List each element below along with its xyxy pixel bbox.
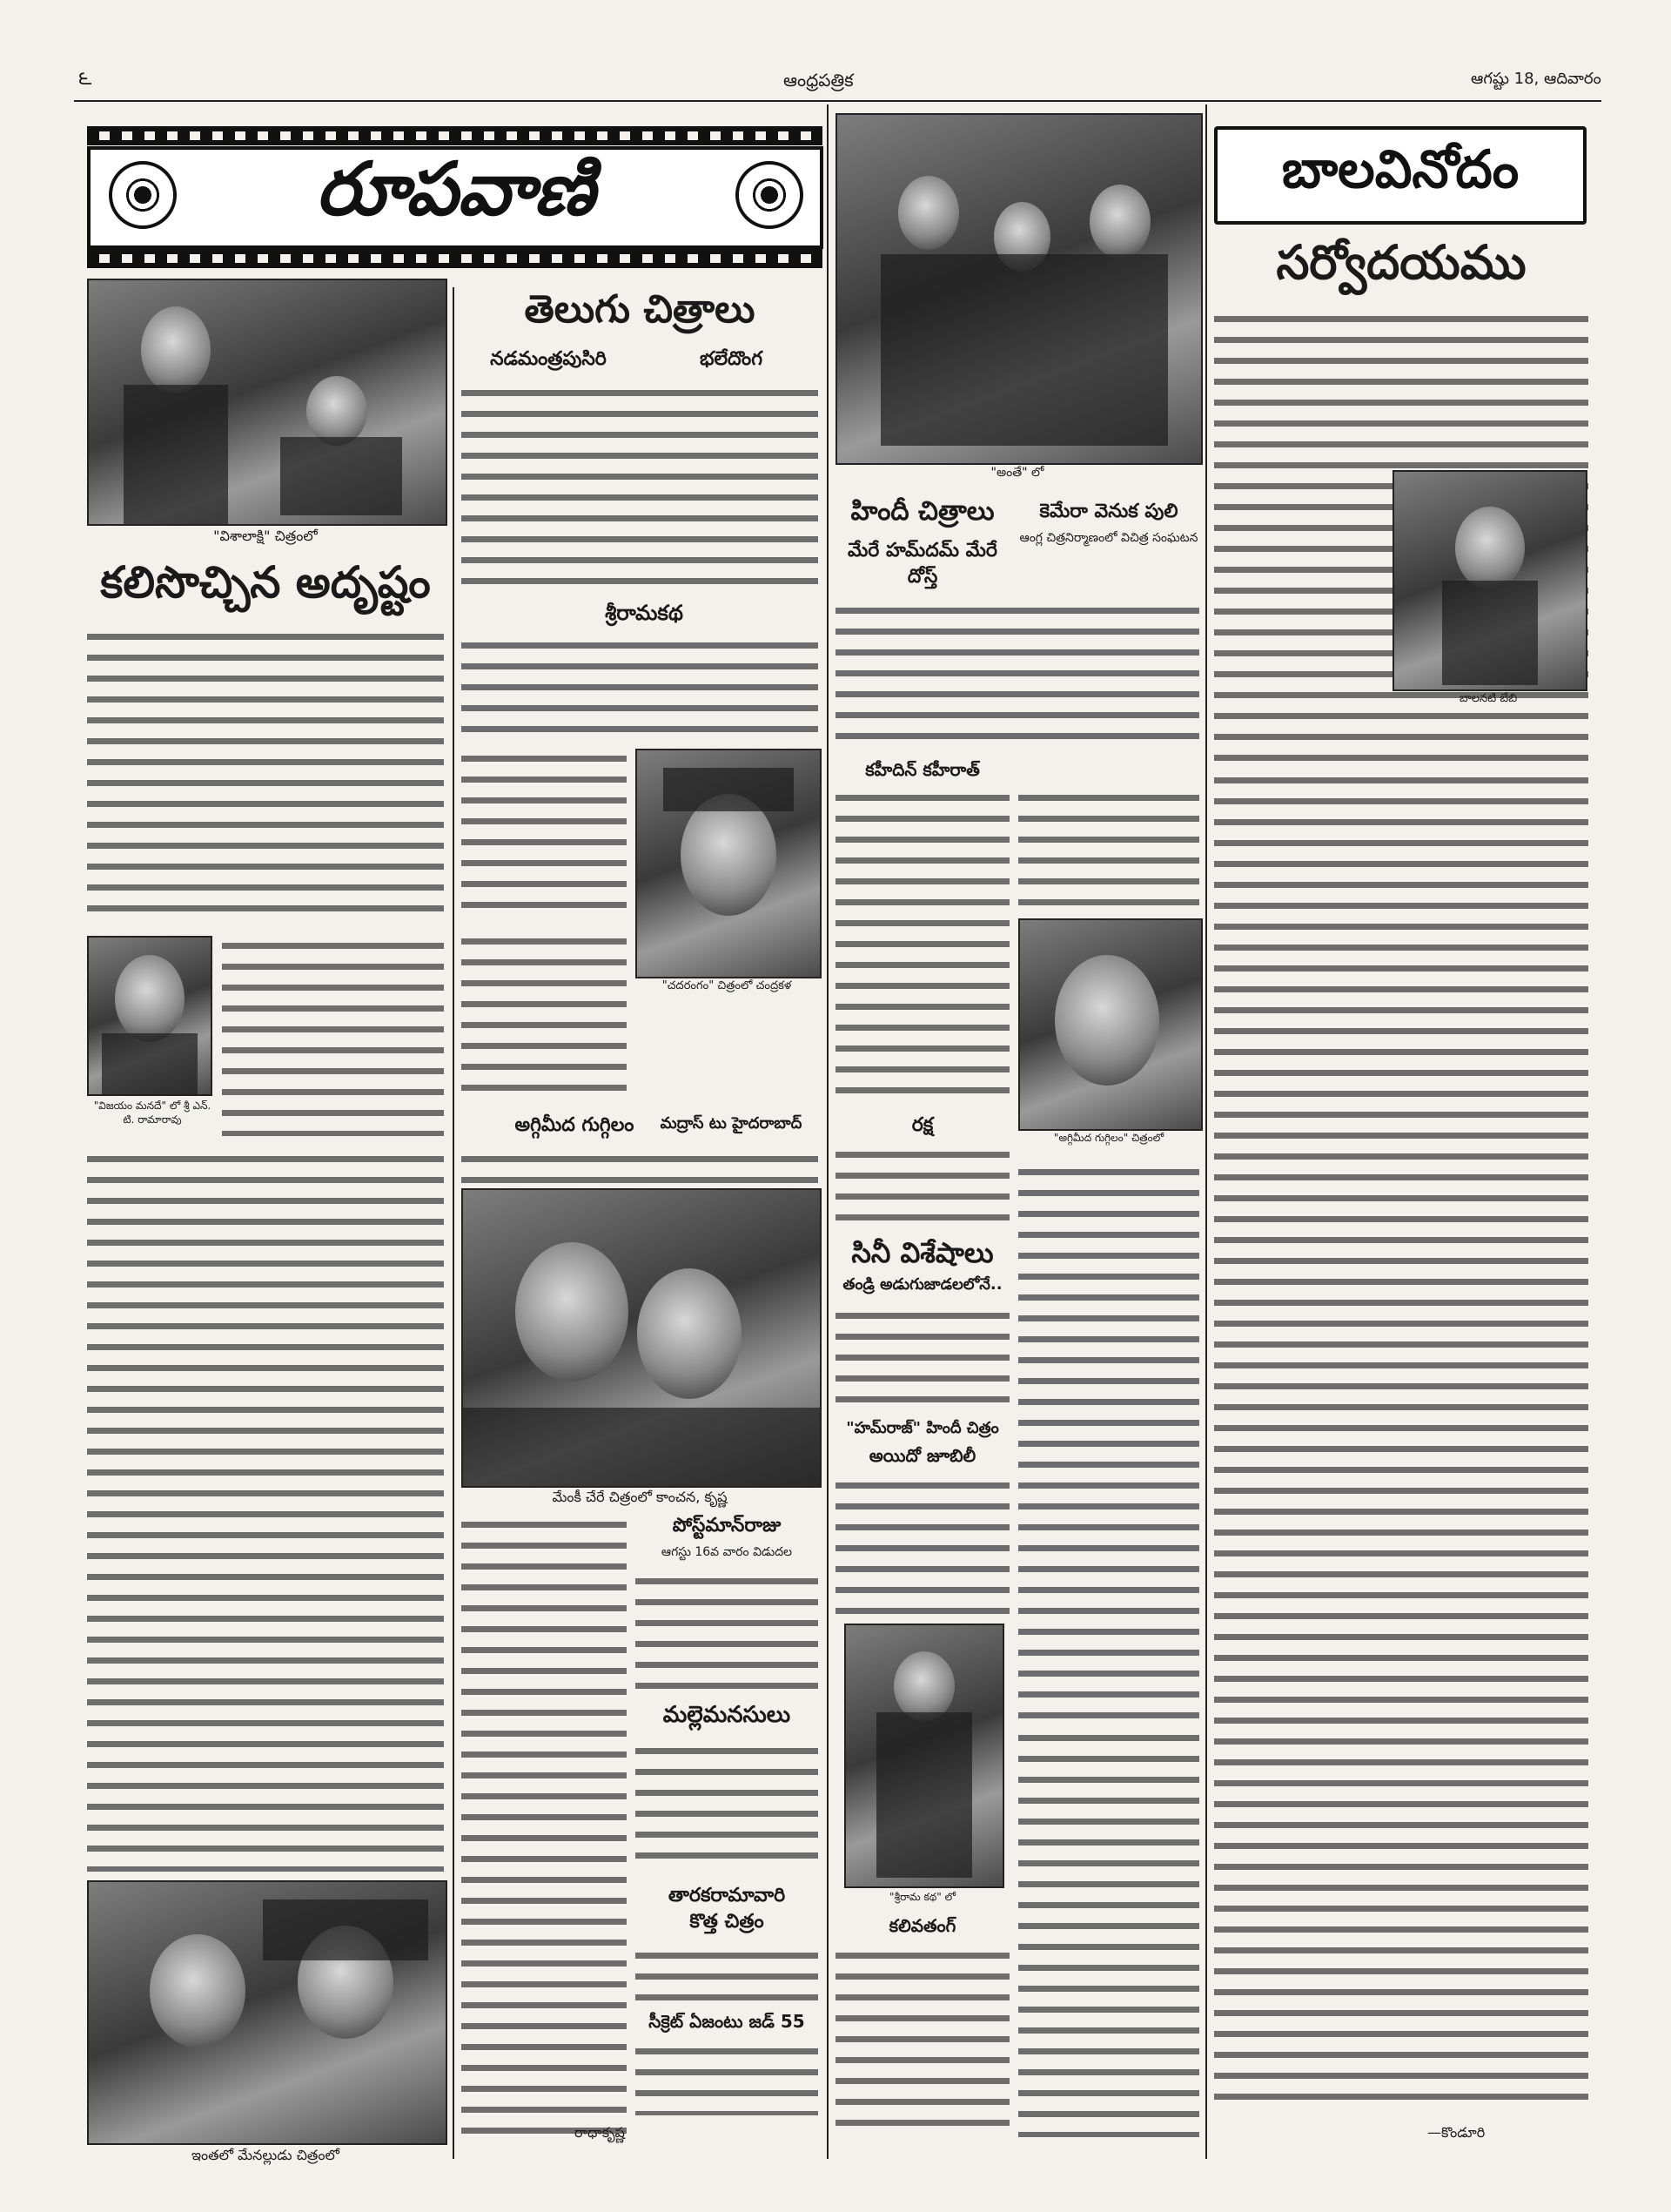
bala-signature: —కొండూరి — [1427, 2124, 1486, 2141]
telugu-text-3 — [461, 749, 627, 923]
telugu-sub-2: భలేదొంగ — [699, 348, 763, 370]
hindi-sub-4: సినీ విశేషాలు — [851, 1236, 994, 1269]
hindi-text-4 — [836, 1145, 1010, 1227]
bala-text-2 — [1214, 770, 1588, 2111]
left-article-text-3 — [87, 1149, 444, 1872]
telugu-section-title: తెలుగు చిత్రాలు — [524, 287, 755, 332]
telugu-sub-3: శ్రీరామకథ — [605, 601, 683, 625]
chadarangam-photo — [635, 749, 822, 978]
bala-child-caption: బాలనటి బేబి — [1459, 692, 1518, 705]
hindi-text-2 — [836, 788, 1010, 1106]
hindi-sub-4b: తండ్రి అడుగుజాడలలోనే.. — [842, 1275, 1003, 1294]
bala-child-photo — [1392, 470, 1587, 691]
header-rule — [74, 100, 1601, 102]
hindi-section-title: హిందీ చిత్రాలు — [850, 496, 995, 527]
balavinodam-banner — [1214, 126, 1587, 225]
hindi-sub-6: కలివతంగ్ — [889, 1915, 956, 1936]
hindi-text-1 — [836, 601, 1199, 753]
hindi-text-8 — [1018, 1728, 1199, 2137]
film-strip-bottom — [87, 249, 822, 268]
hindi-text-5 — [836, 1306, 1010, 1410]
telugu-text-8 — [635, 1741, 818, 1872]
telugu-text-10 — [635, 2041, 818, 2115]
telugu-sub-1: నడమంత్రపుసిరి — [490, 348, 607, 370]
left-headline: కలిసొచ్చిన అదృష్టం — [100, 557, 431, 608]
newspaper-name: ఆంధ్రపత్రిక — [783, 70, 854, 91]
hindi-sub-2: కహీదిన్ కహీరాత్ — [865, 759, 980, 780]
telugu-text-9 — [635, 1946, 818, 2007]
hindi-actress-caption: "అగ్గిమీద గుగ్గిలం" చిత్రంలో — [1053, 1132, 1164, 1144]
hindi-text-7 — [836, 1476, 1010, 1615]
left-top-photo — [87, 279, 447, 526]
telugu-text-7 — [635, 1571, 818, 1693]
column-rule — [453, 287, 454, 2159]
hindi-actress-photo — [1018, 918, 1203, 1131]
left-bottom-photo — [87, 1880, 447, 2145]
column-rule — [1205, 104, 1207, 2159]
telugu-text-6 — [461, 1515, 627, 2141]
chadarangam-caption: "చదరంగం" చిత్రంలో చంద్రకళ — [661, 979, 792, 992]
telugu-sub-6b: ఆగస్టు 16వ వారం విడుదల — [661, 1545, 793, 1559]
left-article-text — [87, 627, 444, 923]
telugu-text-4 — [461, 931, 627, 1106]
camera-headline: కెమేరా వెనుక పులి — [1039, 501, 1178, 522]
rupavani-title: రూపవాణి — [315, 145, 595, 232]
telugu-sub-8: తారకరామావారి — [668, 1885, 786, 1906]
telugu-sub-7: మల్లెమనసులు — [662, 1702, 791, 1728]
film-reel-icon — [735, 161, 803, 229]
balavinodam-title: బాలవినోదం — [1281, 138, 1520, 200]
hindi-sub-5: "హమ్‌రాజ్" హిందీ చిత్రం — [846, 1419, 999, 1437]
issue-date: ఆగష్టు 18, ఆదివారం — [1471, 70, 1601, 88]
hindi-sub-3: రక్ష — [911, 1114, 934, 1136]
telugu-sub-5: మద్రాస్ టు హైదరాబాద్ — [660, 1114, 802, 1133]
hindi-text-9 — [836, 1946, 1010, 2137]
left-article-text-2 — [222, 936, 444, 1136]
telugu-sub-6: పోస్ట్‌మాన్‌రాజు — [672, 1515, 782, 1536]
telugu-text-2 — [461, 635, 818, 740]
film-strip-top — [87, 126, 822, 145]
column-rule — [827, 104, 829, 2159]
couple-photo-caption: మేంకీ చేరే చిత్రంలో కాంచన, కృష్ణ — [552, 1489, 728, 1505]
hindi-sub-5b: అయిదో జూబిలీ — [869, 1445, 976, 1466]
telugu-text-1 — [461, 383, 818, 592]
telugu-sub-4: అగ్గిమీద గుగ్గిలం — [514, 1114, 634, 1136]
hindi-text-6 — [1018, 1162, 1199, 1719]
left-portrait-caption: "విజయం మనదే" లో శ్రీ ఎన్. టి. రామారావు — [93, 1099, 211, 1126]
rupavani-banner — [87, 146, 823, 249]
idol-caption: "శ్రీరామ కథ" లో — [889, 1891, 956, 1903]
hindi-top-caption: "అంతే" లో — [990, 466, 1044, 480]
telugu-sub-9: సీక్రెట్ ఏజంటు జడ్ 55 — [648, 2011, 805, 2032]
hindi-sub-1: మేరే హమ్‌దమ్ మేరే దోస్త్ — [848, 540, 997, 588]
telugu-sub-8b: కొత్త చిత్రం — [689, 1911, 764, 1933]
bala-headline: సర్వోదయము — [1276, 235, 1527, 290]
film-reel-icon — [109, 161, 177, 229]
hindi-top-photo — [836, 113, 1203, 465]
left-bottom-caption: ఇంతలో మేనల్లుడు చిత్రంలో — [191, 2147, 339, 2163]
camera-subhead: ఆంగ్ల చిత్రనిర్మాణంలో విచిత్ర సంఘటన — [1019, 531, 1198, 545]
hindi-text-3 — [1018, 788, 1199, 910]
idol-photo — [844, 1624, 1004, 1888]
page-number: ౬ — [78, 68, 92, 90]
couple-photo — [461, 1188, 822, 1488]
left-photo-caption: "విశాలాక్షి" చిత్రంలో — [213, 528, 318, 544]
telugu-signature: రాధాకృష్ణ — [574, 2124, 625, 2141]
left-portrait-photo — [87, 936, 212, 1096]
